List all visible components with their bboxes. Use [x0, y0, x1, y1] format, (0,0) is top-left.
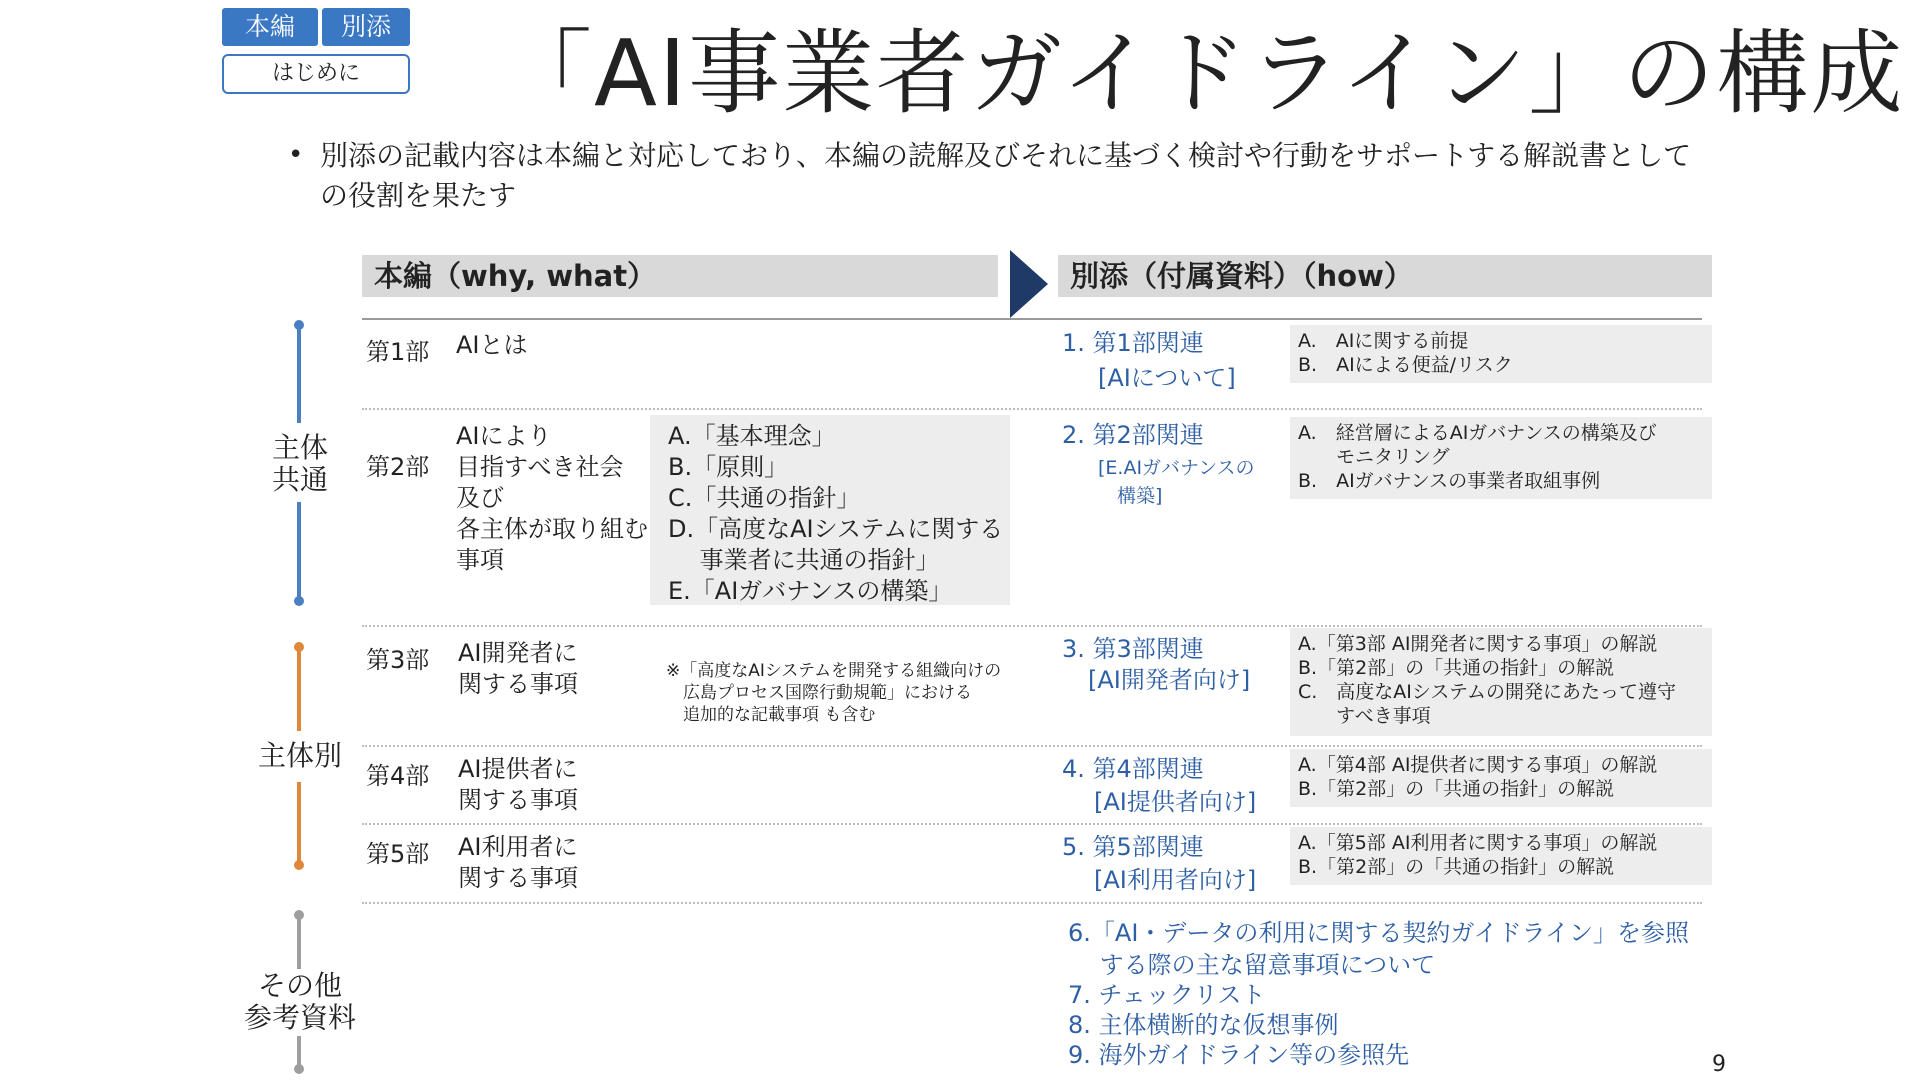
annex-item: B.「第2部」の「共通の指針」の解説	[1298, 778, 1615, 800]
annex-item: A.「第4部 AI提供者に関する事項」の解説	[1298, 754, 1658, 776]
annex-subtitle: [AIについて]	[1098, 364, 1236, 392]
group-label-common: 主体 共通	[271, 431, 328, 496]
row-divider	[362, 408, 1702, 410]
annex-item: A. 経営層によるAIガバナンスの構築及び	[1298, 422, 1657, 444]
tag-intro[interactable]: はじめに	[222, 54, 410, 94]
annex-subtitle: [AI開発者向け]	[1088, 666, 1251, 694]
part-title: AIとは	[456, 331, 528, 359]
annex-link[interactable]: 2. 第2部関連	[1062, 421, 1204, 449]
annex-subtitle: [E.AIガバナンスの 構築]	[1098, 457, 1255, 507]
annex-item: モニタリング	[1298, 446, 1450, 468]
part-title: AI開発者に 関する事項	[458, 639, 578, 698]
part2-item: 事業者に共通の指針」	[668, 546, 940, 574]
tag-annex[interactable]: 別添	[322, 8, 410, 46]
tag-main[interactable]: 本編	[222, 8, 318, 46]
part-number: 第3部	[366, 646, 430, 674]
annex-item: B.「第2部」の「共通の指針」の解説	[1298, 657, 1615, 679]
part-number: 第1部	[366, 338, 430, 366]
annex-items-panel	[1290, 749, 1712, 807]
bracket-dot	[294, 596, 304, 606]
annex-subtitle: [AI提供者向け]	[1094, 788, 1257, 816]
reference-link[interactable]: 8. 主体横断的な仮想事例	[1068, 1011, 1339, 1039]
annex-item: すべき事項	[1298, 705, 1431, 727]
reference-link[interactable]: 9. 海外ガイドライン等の参照先	[1068, 1041, 1410, 1069]
page-number: 9	[1712, 1052, 1726, 1077]
row-divider	[362, 745, 1702, 747]
annex-link[interactable]: 4. 第4部関連	[1062, 755, 1204, 783]
annex-item: B. AIガバナンスの事業者取組事例	[1298, 470, 1601, 492]
page-title: 「AI事業者ガイドライン」の構成	[500, 20, 1905, 127]
reference-link[interactable]: 6.「AI・データの利用に関する契約ガイドライン」を参照	[1068, 919, 1689, 947]
annex-items-panel	[1290, 628, 1712, 736]
annex-item: C. 高度なAIシステムの開発にあたって遵守	[1298, 681, 1677, 703]
annex-items-panel	[1290, 325, 1712, 383]
part2-item: B.「原則」	[668, 453, 789, 481]
specific-bracket-line	[297, 782, 301, 864]
part-number: 第5部	[366, 840, 430, 868]
header-rule	[362, 318, 1702, 320]
common-bracket-line	[297, 502, 301, 600]
row-divider	[362, 625, 1702, 627]
part-title: AI利用者に 関する事項	[458, 833, 578, 892]
main-column-header: 本編（why, what）	[362, 255, 998, 297]
part2-item: D.「高度なAIシステムに関する	[668, 515, 1004, 543]
annex-item: A.「第5部 AI利用者に関する事項」の解説	[1298, 832, 1658, 854]
annex-items-panel	[1290, 827, 1712, 885]
intro-bullet: 別添の記載内容は本編と対応しており、本編の読解及びそれに基づく検討や行動をサポートする解説書としての役割を果たす	[320, 139, 1692, 212]
arrow-right-icon	[1010, 250, 1048, 318]
specific-bracket-line	[297, 647, 301, 731]
part-number: 第4部	[366, 762, 430, 790]
annex-subtitle: [AI利用者向け]	[1094, 866, 1257, 894]
part-title: AIにより 目指すべき社会 及び 各主体が取り組む 事項	[456, 422, 648, 574]
other-bracket-line	[297, 915, 301, 969]
part2-items-panel	[650, 415, 1010, 605]
group-label-other: その他 参考資料	[243, 969, 356, 1034]
annex-item: A. AIに関する前提	[1298, 330, 1469, 352]
annex-item: A.「第3部 AI開発者に関する事項」の解説	[1298, 633, 1658, 655]
part2-item: C.「共通の指針」	[668, 484, 861, 512]
annex-item: B. AIによる便益/リスク	[1298, 354, 1513, 376]
part-title: AI提供者に 関する事項	[458, 755, 578, 814]
bracket-dot	[294, 860, 304, 870]
annex-link[interactable]: 3. 第3部関連	[1062, 635, 1204, 663]
annex-items-panel	[1290, 417, 1712, 499]
annex-column-header: 別添（付属資料）（how）	[1058, 255, 1712, 297]
part2-item: E.「AIガバナンスの構築」	[668, 577, 953, 605]
part2-item: A.「基本理念」	[668, 422, 836, 450]
group-label-specific: 主体別	[257, 739, 342, 772]
reference-link-continued: する際の主な留意事項について	[1068, 951, 1436, 979]
annex-link[interactable]: 1. 第1部関連	[1062, 329, 1204, 357]
part-number: 第2部	[366, 453, 430, 481]
row-divider	[362, 902, 1702, 904]
common-bracket-line	[297, 325, 301, 423]
reference-link[interactable]: 7. チェックリスト	[1068, 981, 1266, 1009]
bracket-dot	[294, 1064, 304, 1074]
part3-note: ※「高度なAIシステムを開発する組織向けの 広島プロセス国際行動規範」における 追加的な記載事項 も含む	[666, 661, 1002, 725]
annex-item: B.「第2部」の「共通の指針」の解説	[1298, 856, 1615, 878]
annex-link[interactable]: 5. 第5部関連	[1062, 833, 1204, 861]
bullet-marker: •	[288, 140, 304, 170]
row-divider	[362, 823, 1702, 825]
